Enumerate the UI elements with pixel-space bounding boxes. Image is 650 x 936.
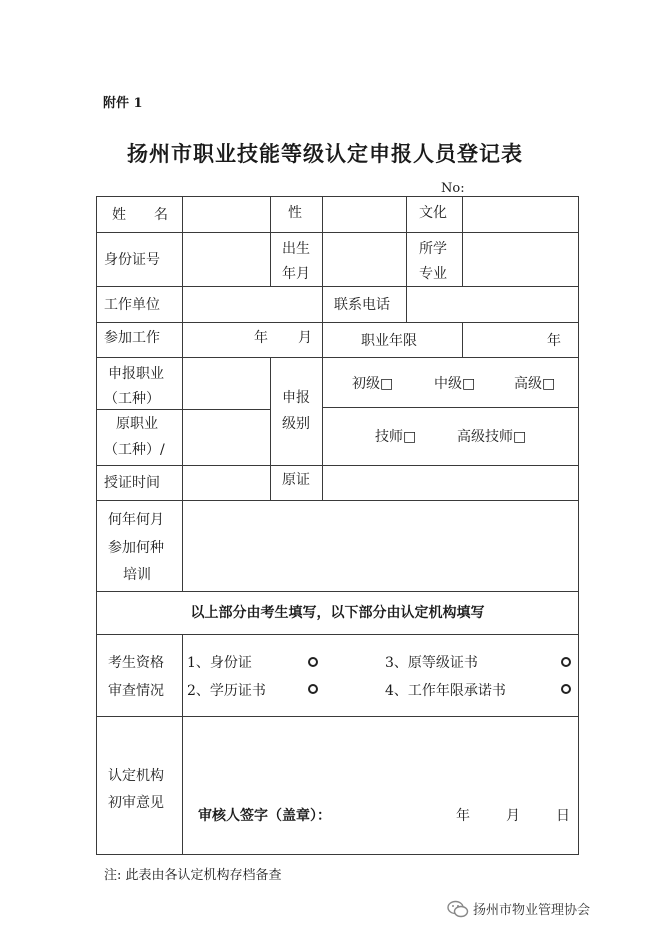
work-years-label: 职业年限 <box>361 333 417 349</box>
birth-label-2: 年月 <box>282 266 310 282</box>
phone-label: 联系电话 <box>334 297 390 313</box>
table-border-left <box>96 196 97 855</box>
review-item-id-card: 1、身份证 <box>187 655 252 671</box>
column-divider <box>182 634 183 855</box>
table-border-bottom <box>96 854 579 855</box>
original-occupation-label: 原职业 <box>116 416 158 432</box>
row-divider <box>322 407 579 408</box>
occupation-label-2: （工种） <box>104 391 160 407</box>
footer-note: 注: 此表由各认定机构存档备查 <box>104 868 282 883</box>
radio-circle-icon[interactable] <box>308 684 318 694</box>
occupation-label: 申报职业 <box>108 366 164 382</box>
review-label: 考生资格 <box>108 655 164 671</box>
radio-circle-icon[interactable] <box>308 657 318 667</box>
opinion-label-2: 初审意见 <box>108 795 164 811</box>
level-label-2: 级别 <box>282 416 310 432</box>
row-divider <box>96 409 270 410</box>
date-year-unit: 年 <box>456 808 470 824</box>
table-border-right <box>578 196 579 855</box>
original-occupation-label-2: （工种）/ <box>104 442 165 458</box>
training-label: 何年何月 <box>108 512 164 528</box>
major-label: 所学 <box>419 241 447 257</box>
level-senior-technician-checkbox[interactable]: 高级技师□ <box>457 429 527 445</box>
column-divider <box>322 286 323 322</box>
row-divider <box>96 357 579 358</box>
training-label-2: 参加何种 <box>108 540 164 556</box>
education-label: 文化 <box>419 205 447 221</box>
column-divider <box>322 196 323 286</box>
column-divider <box>270 357 271 500</box>
grant-time-label: 授证时间 <box>104 475 160 491</box>
level-intermediate-checkbox[interactable]: 中级□ <box>434 376 476 392</box>
row-divider <box>96 286 579 287</box>
major-label-2: 专业 <box>419 266 447 282</box>
radio-circle-icon[interactable] <box>561 684 571 694</box>
original-certificate-label: 原证 <box>282 472 310 488</box>
date-month-unit: 月 <box>506 808 520 824</box>
date-day-unit: 日 <box>556 808 570 824</box>
radio-circle-icon[interactable] <box>561 657 571 667</box>
wechat-icon <box>447 900 469 918</box>
row-divider <box>96 465 579 466</box>
level-primary-checkbox[interactable]: 初级□ <box>352 376 394 392</box>
row-divider <box>96 232 579 233</box>
level-label: 申报 <box>282 390 310 406</box>
level-senior-checkbox[interactable]: 高级□ <box>514 376 556 392</box>
review-item-education-certificate: 2、学历证书 <box>187 683 266 699</box>
level-technician-checkbox[interactable]: 技师□ <box>375 429 417 445</box>
column-divider <box>462 322 463 357</box>
row-divider <box>96 716 579 717</box>
column-divider <box>322 357 323 500</box>
row-divider <box>96 322 579 323</box>
column-divider <box>182 196 183 591</box>
training-label-3: 培训 <box>123 567 151 583</box>
section-divider-text: 以上部分由考生填写，以下部分由认定机构填写 <box>190 605 485 621</box>
row-divider <box>96 500 579 501</box>
name-label: 姓 名 <box>112 207 168 223</box>
join-month-unit: 月 <box>298 330 312 346</box>
column-divider <box>406 196 407 286</box>
watermark-text: 扬州市物业管理协会 <box>473 903 591 918</box>
opinion-label: 认定机构 <box>108 768 164 784</box>
column-divider <box>270 196 271 286</box>
join-year-unit: 年 <box>254 330 268 346</box>
id-number-label: 身份证号 <box>104 252 160 268</box>
row-divider <box>96 591 579 592</box>
serial-number-label: No: <box>441 181 465 196</box>
review-item-original-certificate: 3、原等级证书 <box>385 655 478 671</box>
column-divider <box>322 322 323 357</box>
row-divider <box>96 634 579 635</box>
gender-label: 性 <box>288 205 302 221</box>
join-work-label: 参加工作 <box>104 330 160 346</box>
employer-label: 工作单位 <box>104 297 160 313</box>
form-title: 扬州市职业技能等级认定申报人员登记表 <box>127 141 523 166</box>
column-divider <box>406 286 407 322</box>
column-divider <box>462 196 463 286</box>
birth-label: 出生 <box>282 241 310 257</box>
table-border-top <box>96 196 579 197</box>
reviewer-signature-label: 审核人签字（盖章）： <box>198 808 331 824</box>
review-item-work-years-pledge: 4、工作年限承诺书 <box>385 683 506 699</box>
attachment-label: 附件 1 <box>103 96 143 111</box>
work-years-unit: 年 <box>547 333 561 349</box>
review-label-2: 审查情况 <box>108 683 164 699</box>
